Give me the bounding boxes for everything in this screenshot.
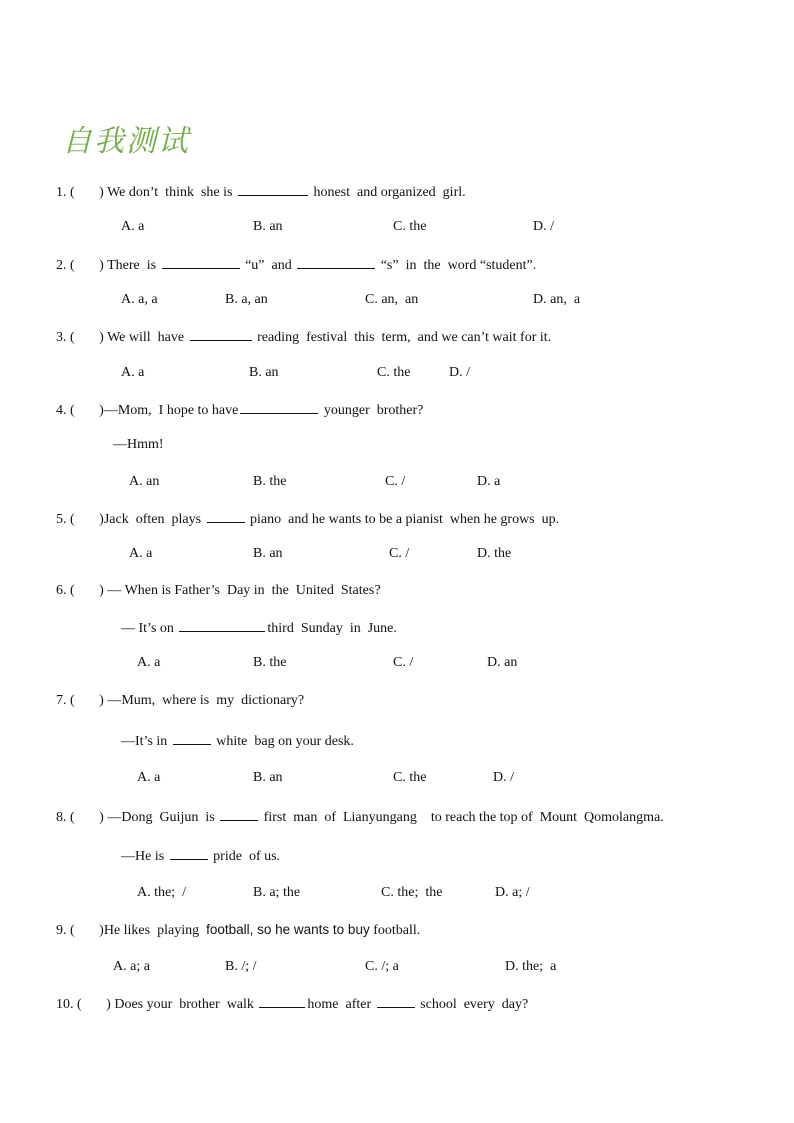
question-number: 3.: [56, 330, 67, 345]
answer-parenthesis: ( ): [70, 330, 104, 345]
question-text: younger brother?: [323, 403, 424, 418]
answer-parenthesis: ( ): [77, 997, 111, 1012]
question-number: 10.: [56, 997, 74, 1012]
question-text: Jack often plays: [103, 512, 202, 527]
option-d: D. /: [493, 770, 514, 785]
question-1: [56, 182, 466, 202]
option-a: A. a, a: [121, 292, 158, 307]
option-d: D. an, a: [533, 292, 581, 307]
option-c: C. the: [377, 365, 411, 380]
option-b: B. an: [253, 219, 283, 234]
question-text: school every day?: [420, 997, 529, 1012]
blank: [207, 509, 245, 523]
question-text: —Mom, I hope to have: [103, 403, 239, 418]
blank: [179, 618, 265, 632]
option-a: A. a: [137, 770, 161, 785]
option-b: B. the: [253, 655, 287, 670]
question-2: [56, 255, 536, 275]
question-number: 7.: [56, 693, 67, 708]
question-text: There is: [107, 258, 157, 273]
option-b: B. an: [249, 365, 279, 380]
dialogue-reply: [121, 731, 354, 751]
question-number: 4.: [56, 403, 67, 418]
option-c: C. /; a: [365, 959, 399, 974]
option-b: B. an: [253, 546, 283, 561]
question-5: [56, 509, 559, 529]
option-a: A. a: [137, 655, 161, 670]
dialogue-reply: [121, 618, 397, 638]
question-text: honest and organized girl.: [313, 185, 466, 200]
question-text: Does your brother walk: [114, 997, 254, 1012]
question-number: 2.: [56, 258, 67, 273]
blank: [259, 994, 305, 1008]
reply-text: — It’s on: [121, 621, 174, 636]
option-a: A. a: [129, 546, 153, 561]
dialogue-reply: [121, 846, 280, 866]
option-c: C. the; the: [381, 885, 443, 900]
option-d: D. the; a: [505, 959, 557, 974]
blank: [173, 731, 211, 745]
reply-text: pride of us.: [213, 849, 281, 864]
question-text: home after: [307, 997, 372, 1012]
question-text: We will have: [107, 330, 185, 345]
option-d: D. the: [477, 546, 512, 561]
option-a: A. a: [121, 219, 145, 234]
option-c: C. /: [393, 655, 414, 670]
answer-parenthesis: ( ): [70, 583, 104, 598]
option-d: D. /: [449, 365, 470, 380]
question-text: first man of Lianyungang to reach the top of Mount Qomolangma.: [263, 810, 664, 825]
option-b: B. the: [253, 474, 287, 489]
reply-text: third Sunday in June.: [267, 621, 397, 636]
blank: [190, 327, 252, 341]
option-a: A. an: [129, 474, 160, 489]
question-text: “s” in the word “student”.: [380, 258, 537, 273]
blank: [162, 255, 240, 269]
answer-parenthesis: ( ): [70, 185, 104, 200]
reply-text: —It’s in: [121, 734, 168, 749]
answer-parenthesis: ( ): [70, 923, 104, 938]
answer-parenthesis: ( ): [70, 258, 104, 273]
answer-parenthesis: ( ): [70, 512, 104, 527]
reply-text: white bag on your desk.: [216, 734, 354, 749]
question-text: —Mum, where is my dictionary?: [107, 693, 305, 708]
question-text: — When is Father’s Day in the United States?: [107, 583, 381, 598]
question-text: reading festival this term, and we can’t wait for it.: [257, 330, 552, 345]
blank: [220, 807, 258, 821]
question-number: 6.: [56, 583, 67, 598]
option-d: D. a: [477, 474, 501, 489]
option-b: B. /; /: [225, 959, 257, 974]
question-number: 1.: [56, 185, 67, 200]
question-number: 8.: [56, 810, 67, 825]
option-d: D. an: [487, 655, 518, 670]
page-title: 自我测试: [62, 124, 190, 159]
option-a: A. a: [121, 365, 145, 380]
option-c: C. /: [385, 474, 406, 489]
question-6: [56, 582, 381, 600]
question-7: [56, 692, 304, 710]
option-d: D. a; /: [495, 885, 530, 900]
option-a: A. a; a: [113, 959, 150, 974]
blank: [238, 182, 308, 196]
blank: [377, 994, 415, 1008]
question-10: [56, 994, 528, 1014]
option-a: A. the; /: [137, 885, 186, 900]
option-c: C. /: [389, 546, 410, 561]
dialogue-reply: —Hmm!: [113, 437, 164, 452]
question-text: football.: [373, 923, 421, 938]
blank: [170, 846, 208, 860]
question-9: [56, 921, 420, 940]
option-d: D. /: [533, 219, 554, 234]
option-c: C. the: [393, 770, 427, 785]
blank: [240, 400, 318, 414]
answer-parenthesis: ( ): [70, 693, 104, 708]
option-b: B. an: [253, 770, 283, 785]
answer-parenthesis: ( ): [70, 810, 104, 825]
question-text: He likes playing: [103, 923, 200, 938]
blank: [297, 255, 375, 269]
reply-text: —He is: [121, 849, 165, 864]
question-number: 9.: [56, 923, 67, 938]
option-c: C. an, an: [365, 292, 419, 307]
question-text: football, so he wants to buy: [206, 922, 370, 937]
question-4: [56, 400, 423, 420]
question-text: “u” and: [245, 258, 292, 273]
answer-parenthesis: ( ): [70, 403, 104, 418]
question-text: We don’t think she is: [107, 185, 233, 200]
question-text: —Dong Guijun is: [107, 810, 215, 825]
option-b: B. a, an: [225, 292, 268, 307]
option-c: C. the: [393, 219, 427, 234]
option-b: B. a; the: [253, 885, 301, 900]
question-3: [56, 327, 551, 347]
question-8: [56, 807, 664, 827]
question-number: 5.: [56, 512, 67, 527]
question-text: piano and he wants to be a pianist when he grows up.: [250, 512, 560, 527]
